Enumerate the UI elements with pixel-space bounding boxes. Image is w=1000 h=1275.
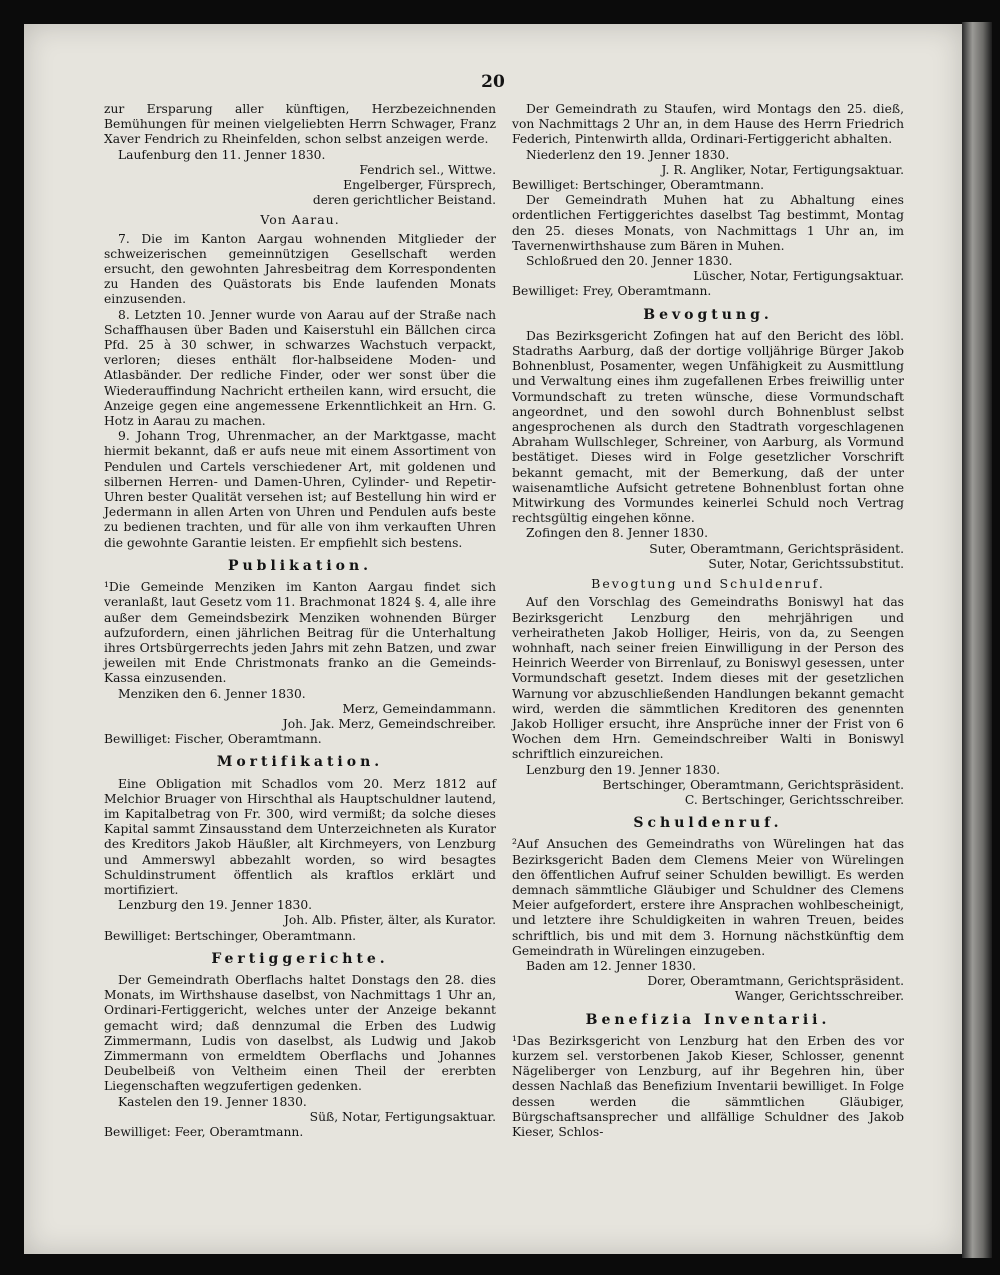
signature: Wanger, Gerichtsschreiber.: [734, 989, 904, 1004]
approval: Bewilliget: Bertschinger, Oberamtmann.: [104, 928, 357, 943]
approval: Bewilliget: Frey, Oberamtmann.: [512, 284, 712, 299]
notice-mortifikation: Eine Obligation mit Schadlos vom 20. Merz 1812 auf Melchior Bruager von Hirschthal als Hauptschuldner lautend, im Kapitalbetrag von Fr. 300, wird vermißt; da solche dieses Kapital sammt Zinsausstand dem Unterzeichneten als Kurator des Kreditors Jakob Häußler, alt Kirchmeyers, von Lenzburg und Ammerswyl abbezahlt worden, so wird besagtes Schuldinstrument öffentlich als kraftlos erklärt und mortifiziert.: [104, 776, 496, 897]
notice-continuation: zur Ersparung aller künftigen, Herzbezeichnenden Bemühungen für meinen vielgeliebten Herrn Schwager, Franz Xaver Fendrich zu Rheinfelden, schon selbst anzeigen werde.: [104, 102, 496, 147]
signature: Suter, Notar, Gerichtssubstitut.: [708, 556, 904, 571]
notice-bevogtung: Das Bezirksgericht Zofingen hat auf den Bericht des löbl. Stadraths Aarburg, daß der dortige volljährige Bürger Jakob Bohnenblust, Posamenter, wegen Unfähigkeit zu Ausmittlung und Verwaltung eines ihm zugefallenen Erbes freiwillig unter Vormundschaft zu treten wünsche, diese Vormundschaft angeordnet, und den sowohl durch Bohnenblust selbst angesprochenen als durch den Stadtrath vorgeschlagenen Abraham Wullschleger, Schreiner, von Aarburg, als Vormund bestätiget. Dieses wird in Folge gesetzlicher Vorschrift bekannt gemacht, mit der Bemerkung, daß der unter waisenamtliche Aufsicht getretene Bohnenblust fortan ohne Mitwirkung des Vormundes keinerlei Schuld noch Vertrag rechtsgültig eingehen könne.: [512, 328, 904, 526]
place-date: Laufenburg den 11. Jenner 1830.: [118, 147, 326, 162]
section-heading-mortifikation: Mortifikation.: [216, 754, 384, 771]
approval: Bewilliget: Bertschinger, Oberamtmann.: [512, 178, 765, 193]
notice-bevogtung-schuldenruf: Auf den Vorschlag des Gemeindraths Boniswyl hat das Bezirksgericht Lenzburg den mehrjährigen und verheiratheten Jakob Holliger, Heiris, von da, zu Seengen wohnhaft, nach seiner freien Einwilligung in der Person des Heinrich Weerder von Birrenlauf, zu Boniswyl gesessen, unter Vormundschaft gesetzt. Indem dieses mit der gesetzlichen Warnung vor abzuschließenden Handlungen bekannt gemacht wird, werden die sämmtlichen Kreditoren des genennten Jakob Holliger ersucht, ihre Ansprüche inner der Frist von 6 Wochen dem Hrn. Gemeindschreiber Walti in Boniswyl schriftlich einzureichen.: [512, 595, 904, 762]
left-column: [104, 102, 496, 1140]
notice-9: 9. Johann Trog, Uhrenmacher, an der Marktgasse, macht hiermit bekannt, daß er aufs neue mit einem Assortiment von Pendulen und Cartels verschiedener Art, mit goldenen und silbernen Herren- und Damen-Uhren, Cylinder- und Repetir-Uhren bester Qualität versehen ist; auf Bestellung hin wird er Jedermann in allen Arten von Uhren und Pendulen aufs beste zu bedienen trachten, und für alle von ihm verkauften Uhren die gewohnte Garantie leisten. Er empfiehlt sich bestens.: [104, 429, 496, 550]
section-heading-schuldenruf: Schuldenruf.: [633, 815, 783, 832]
notice-fertiggericht-muhen: Der Gemeindrath Muhen hat zu Abhaltung eines ordentlichen Fertiggerichtes daselbst Tag bestimmt, Montag den 25. dieses Monats, von Nachmittags 1 Uhr an, im Tavernenwirthshause zum Bären in Muhen.: [512, 193, 904, 253]
section-heading-bevogtung: Bevogtung.: [643, 306, 773, 323]
section-heading-von-aarau: Von Aarau.: [260, 212, 340, 228]
section-heading-bevogtung-schuldenruf: Bevogtung und Schuldenruf.: [591, 576, 825, 592]
approval: Bewilliget: Fischer, Oberamtmann.: [104, 732, 322, 747]
place-date: Zofingen den 8. Jenner 1830.: [526, 526, 708, 541]
signature: Engelberger, Fürsprech,: [343, 178, 496, 193]
signature: Dorer, Oberamtmann, Gerichtspräsident.: [647, 974, 904, 989]
right-column: [512, 102, 904, 1140]
notice-fertiggericht-oberflachs: Der Gemeindrath Oberflachs haltet Donstags den 28. dies Monats, im Wirthshause daselbst, von Nachmittags 1 Uhr an, Ordinari-Fertiggericht, welches unter der Anzeige bekannt gemacht wird; daß dennzumal die Erben des Ludwig Zimmermann, Ludis von daselbst, als Ludwig und Jakob Zimmermann von ermeldtem Oberflachs und Johannes Deubelbeiß von Veltheim einen Theil der ererbten Liegenschaften wegzufertigen gedenken.: [104, 972, 496, 1094]
place-date: Lenzburg den 19. Jenner 1830.: [118, 898, 313, 913]
signature: Lüscher, Notar, Fertigungsaktuar.: [693, 269, 904, 284]
signature: Joh. Jak. Merz, Gemeindschreiber.: [282, 716, 496, 731]
section-heading-benefizia-inventarii: Benefizia Inventarii.: [585, 1011, 831, 1028]
approval: Bewilliget: Feer, Oberamtmann.: [104, 1125, 304, 1139]
place-date: Lenzburg den 19. Jenner 1830.: [526, 762, 721, 777]
notice-schuldenruf: ²Auf Ansuchen des Gemeindraths von Würelingen hat das Bezirksgericht Baden dem Clemens Meier von Würelingen den öffentlichen Aufruf seiner Schulden bewilligt. Es werden demnach sämmtliche Gläubiger und Schuldner des Clemens Meier aufgefordert, erstere ihre Ansprachen wohlbescheinigt, und letztere ihre Schuldigkeiten in wahren Treuen, beides schriftlich, bis und mit dem 3. Hornung nächstkünftig dem Gemeindrath in Würelingen einzugeben.: [512, 837, 904, 958]
section-heading-fertiggerichte: Fertiggerichte.: [211, 950, 389, 967]
signature: Merz, Gemeindammann.: [342, 701, 496, 716]
signature: deren gerichtlicher Beistand.: [312, 193, 496, 208]
place-date: Baden am 12. Jenner 1830.: [526, 958, 697, 973]
signature: J. R. Angliker, Notar, Fertigungsaktuar.: [661, 162, 904, 177]
book-spine-edge: [962, 22, 992, 1258]
page-number: 20: [481, 72, 505, 92]
notice-8: 8. Letzten 10. Jenner wurde von Aarau auf der Straße nach Schaffhausen über Baden und Kaiserstuhl ein Bällchen circa Pfd. 25 à 30 schwer, in schwarzes Wachstuch verpackt, verloren; dieses enthält flor-halbseidene Moden- und Atlasbänder. Der redliche Finder, oder wer sonst über die Wiederauffindung Nachricht ertheilen kann, wird ersucht, die Anzeige gegen eine angemessene Erkenntlichkeit an Hrn. G. Hotz in Aarau zu machen.: [104, 307, 496, 429]
newspaper-page: [24, 24, 962, 1254]
signature: C. Bertschinger, Gerichtsschreiber.: [684, 792, 904, 807]
notice-7: 7. Die im Kanton Aargau wohnenden Mitglieder der schweizerischen gemeinnützigen Gesellschaft werden ersucht, den gewohnten Jahresbeitrag dem Korrespondenten zu Handen des Quästorats bis Ende laufenden Monats einzusenden.: [104, 231, 496, 307]
place-date: Schloßrued den 20. Jenner 1830.: [526, 254, 733, 269]
notice-fertiggericht-staufen: Der Gemeindrath zu Staufen, wird Montags den 25. dieß, von Nachmittags 2 Uhr an, in dem Hause des Herrn Friedrich Federich, Pintenwirth allda, Ordinari-Fertiggericht abhalten.: [512, 102, 904, 147]
signature: Suter, Oberamtmann, Gerichtspräsident.: [649, 541, 904, 556]
notice-benefizia-inventarii: ¹Das Bezirksgericht von Lenzburg hat den Erben des vor kurzem sel. verstorbenen Jakob Kieser, Schlosser, genennt Nägeliberger von Lenzburg, auf ihr Begehren hin, über dessen Nachlaß das Benefizium Inventarii bewilliget. In Folge dessen werden die sämmtlichen Gläubiger, Bürgschaftsansprecher und allfällige Schuldner des Jakob Kieser, Schlos-: [512, 1033, 904, 1139]
section-heading-publikation: Publikation.: [227, 557, 373, 574]
place-date: Niederlenz den 19. Jenner 1830.: [526, 147, 730, 162]
signature: Bertschinger, Oberamtmann, Gerichtspräsident.: [602, 777, 904, 792]
place-date: Kastelen den 19. Jenner 1830.: [118, 1094, 307, 1109]
place-date: Menziken den 6. Jenner 1830.: [118, 686, 306, 701]
signature: Süß, Notar, Fertigungsaktuar.: [309, 1109, 496, 1124]
signature: Fendrich sel., Wittwe.: [359, 162, 496, 177]
notice-publikation: ¹Die Gemeinde Menziken im Kanton Aargau findet sich veranlaßt, laut Gesetz vom 11. Brachmonat 1824 §. 4, alle ihre außer dem Gemeindsbezirk Menziken wohnenden Bürger aufzufordern, einen jährlichen Beitrag für die Unterhaltung ihres Ortsbürgerrechts jeden Jahrs mit zehn Batzen, und zwar jeweilen mit Ende Christmonats franko an die Gemeinds-Kassa einzusenden.: [104, 580, 496, 686]
signature: Joh. Alb. Pfister, älter, als Kurator.: [283, 913, 496, 928]
